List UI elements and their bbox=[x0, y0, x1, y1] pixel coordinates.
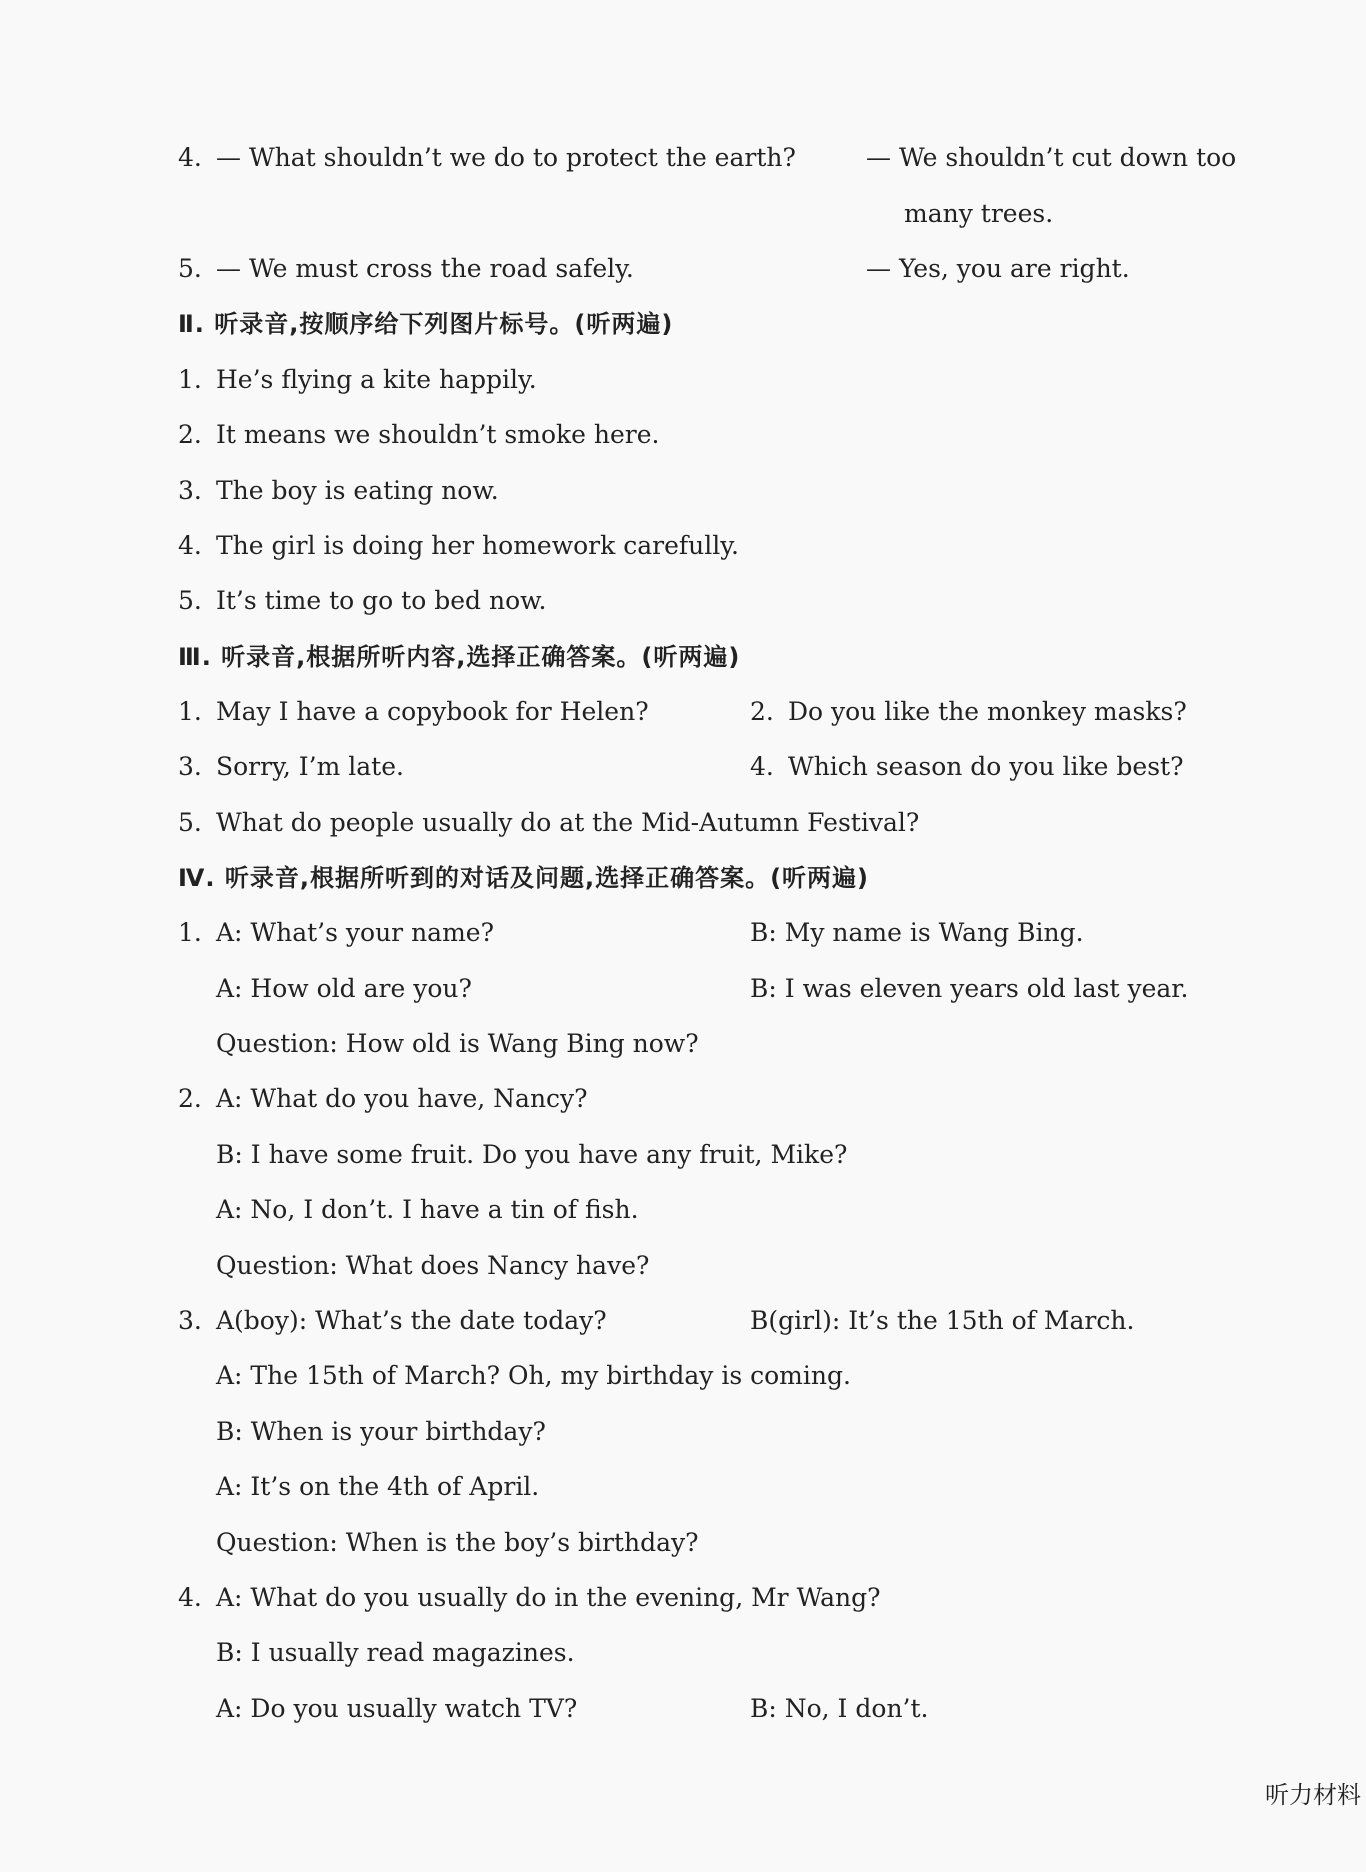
item-text: It’s time to go to bed now. bbox=[216, 586, 547, 615]
dialogue-text: A: What’s your name? bbox=[216, 918, 494, 947]
section-3-item-4 bbox=[750, 752, 1183, 782]
dialogue-2-line-1 bbox=[178, 1084, 588, 1114]
item-text: Sorry, I’m late. bbox=[216, 752, 404, 781]
dialogue-3-line-3: B: When is your birthday? bbox=[216, 1417, 546, 1446]
dialogue-1-line-1b: B: My name is Wang Bing. bbox=[750, 918, 1084, 947]
item-text: Do you like the monkey masks? bbox=[788, 697, 1187, 726]
dialogue-text: A: What do you usually do in the evening, Mr Wang? bbox=[216, 1583, 881, 1612]
section-3-item-1 bbox=[178, 697, 649, 727]
dialogue-3-line-2: A: The 15th of March? Oh, my birthday is coming. bbox=[216, 1361, 851, 1390]
section-3-heading: Ⅲ. 听录音,根据所听内容,选择正确答案。(听两遍) bbox=[178, 643, 741, 671]
dialogue-2-line-3: A: No, I don’t. I have a tin of fish. bbox=[216, 1195, 639, 1224]
item-number: 5. bbox=[178, 586, 202, 615]
item-number: 4. bbox=[178, 531, 202, 560]
section-2-item-2 bbox=[178, 420, 659, 450]
section-2-item-3 bbox=[178, 476, 499, 506]
dialogue-4-line-3b: B: No, I don’t. bbox=[750, 1694, 929, 1723]
dialogue-3-question: Question: When is the boy’s birthday? bbox=[216, 1528, 699, 1557]
dialogue-1-question: Question: How old is Wang Bing now? bbox=[216, 1029, 699, 1058]
item-text: The boy is eating now. bbox=[216, 476, 499, 505]
section-2-item-1 bbox=[178, 365, 537, 395]
section-3-item-3 bbox=[178, 752, 404, 782]
dialogue-2-question: Question: What does Nancy have? bbox=[216, 1251, 650, 1280]
dialogue-text: A(boy): What’s the date today? bbox=[216, 1306, 607, 1335]
item-5-question bbox=[178, 254, 634, 284]
item-text: — We must cross the road safely. bbox=[216, 254, 634, 283]
item-number: 2. bbox=[750, 697, 774, 726]
dialogue-2-line-2: B: I have some fruit. Do you have any fruit, Mike? bbox=[216, 1140, 848, 1169]
item-text: — What shouldn’t we do to protect the earth? bbox=[216, 143, 796, 172]
item-4-answer-line1: — We shouldn’t cut down too bbox=[866, 143, 1237, 172]
item-text: May I have a copybook for Helen? bbox=[216, 697, 649, 726]
item-number: 2. bbox=[178, 1084, 202, 1113]
dialogue-text: A: What do you have, Nancy? bbox=[216, 1084, 588, 1113]
page-footer-label: 听力材料 bbox=[1265, 1781, 1361, 1809]
item-number: 3. bbox=[178, 752, 202, 781]
dialogue-4-line-1 bbox=[178, 1583, 881, 1613]
item-text: The girl is doing her homework carefully. bbox=[216, 531, 739, 560]
dialogue-4-line-2: B: I usually read magazines. bbox=[216, 1638, 575, 1667]
item-number: 4. bbox=[750, 752, 774, 781]
item-number: 1. bbox=[178, 918, 202, 947]
item-number: 4. bbox=[178, 143, 202, 172]
dialogue-4-line-3a: A: Do you usually watch TV? bbox=[216, 1694, 578, 1723]
item-text: It means we shouldn’t smoke here. bbox=[216, 420, 660, 449]
item-text: What do people usually do at the Mid-Autumn Festival? bbox=[216, 808, 920, 837]
section-4-heading: Ⅳ. 听录音,根据所听到的对话及问题,选择正确答案。(听两遍) bbox=[178, 864, 870, 892]
section-3-item-5 bbox=[178, 808, 919, 838]
item-number: 3. bbox=[178, 1306, 202, 1335]
item-number: 1. bbox=[178, 697, 202, 726]
section-2-heading: Ⅱ. 听录音,按顺序给下列图片标号。(听两遍) bbox=[178, 310, 674, 338]
section-2-item-5 bbox=[178, 586, 547, 616]
item-4-answer-line2: many trees. bbox=[904, 199, 1054, 228]
dialogue-3-line-4: A: It’s on the 4th of April. bbox=[216, 1472, 540, 1501]
item-4-question bbox=[178, 143, 796, 173]
item-5-answer: — Yes, you are right. bbox=[866, 254, 1130, 283]
item-number: 2. bbox=[178, 420, 202, 449]
item-number: 5. bbox=[178, 808, 202, 837]
item-number: 3. bbox=[178, 476, 202, 505]
item-number: 5. bbox=[178, 254, 202, 283]
item-text: He’s flying a kite happily. bbox=[216, 365, 537, 394]
section-3-item-2 bbox=[750, 697, 1187, 727]
item-number: 4. bbox=[178, 1583, 202, 1612]
dialogue-1-line-1a bbox=[178, 918, 494, 948]
section-2-item-4 bbox=[178, 531, 739, 561]
dialogue-1-line-2b: B: I was eleven years old last year. bbox=[750, 974, 1189, 1003]
dialogue-3-line-1a bbox=[178, 1306, 607, 1336]
dialogue-1-line-2a: A: How old are you? bbox=[216, 974, 472, 1003]
item-number: 1. bbox=[178, 365, 202, 394]
dialogue-3-line-1b: B(girl): It’s the 15th of March. bbox=[750, 1306, 1135, 1335]
item-text: Which season do you like best? bbox=[788, 752, 1184, 781]
